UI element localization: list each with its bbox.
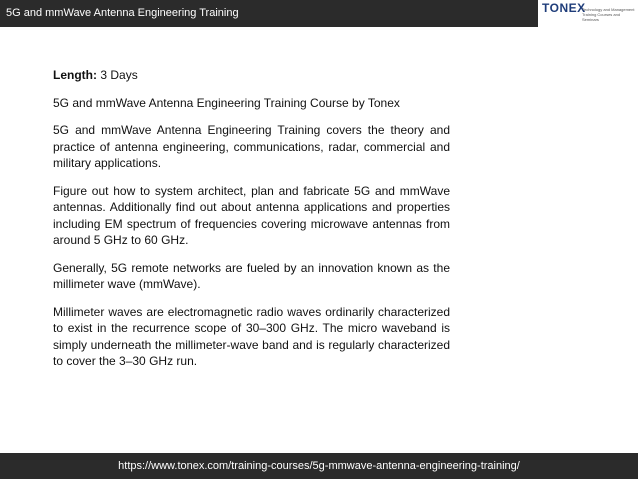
page-title: 5G and mmWave Antenna Engineering Training (6, 7, 239, 19)
paragraph-objectives: Figure out how to system architect, plan and fabricate 5G and mmWave antennas. Additionally find out about antenna applications and properties including EM spectrum of frequencies covering microwave antennas from around 5 GHz to 60 GHz. (53, 183, 450, 247)
paragraph-overview: 5G and mmWave Antenna Engineering Training covers the theory and practice of antenna engineering, communications, radar, commercial and military applications. (53, 123, 450, 170)
course-description (53, 67, 450, 381)
tonex-logo (538, 0, 638, 27)
length-label: Length: (53, 68, 97, 82)
footer-url-link[interactable]: https://www.tonex.com/training-courses/5g-mmwave-antenna-engineering-training/ (118, 460, 520, 472)
logo-tagline: Technology and Management Training Courses and Seminars (582, 7, 635, 22)
length-value: 3 Days (100, 68, 138, 82)
paragraph-mmwave-intro: Generally, 5G remote networks are fueled by an innovation known as the millimeter wave (mmWave). (53, 260, 450, 291)
course-length (53, 67, 450, 84)
logo-name: TONEX (542, 1, 586, 15)
course-heading: 5G and mmWave Antenna Engineering Training Course by Tonex (53, 95, 400, 110)
footer-bar (0, 453, 638, 479)
header-bar (0, 0, 638, 27)
paragraph-mmwave-definition: Millimeter waves are electromagnetic radio waves ordinarily characterized to exist in the recurrence scope of 30–300 GHz. The micro waveband is simply underneath the millimeter-wave band and is regularly characterized to cover the 3–30 GHz run. (53, 304, 450, 368)
